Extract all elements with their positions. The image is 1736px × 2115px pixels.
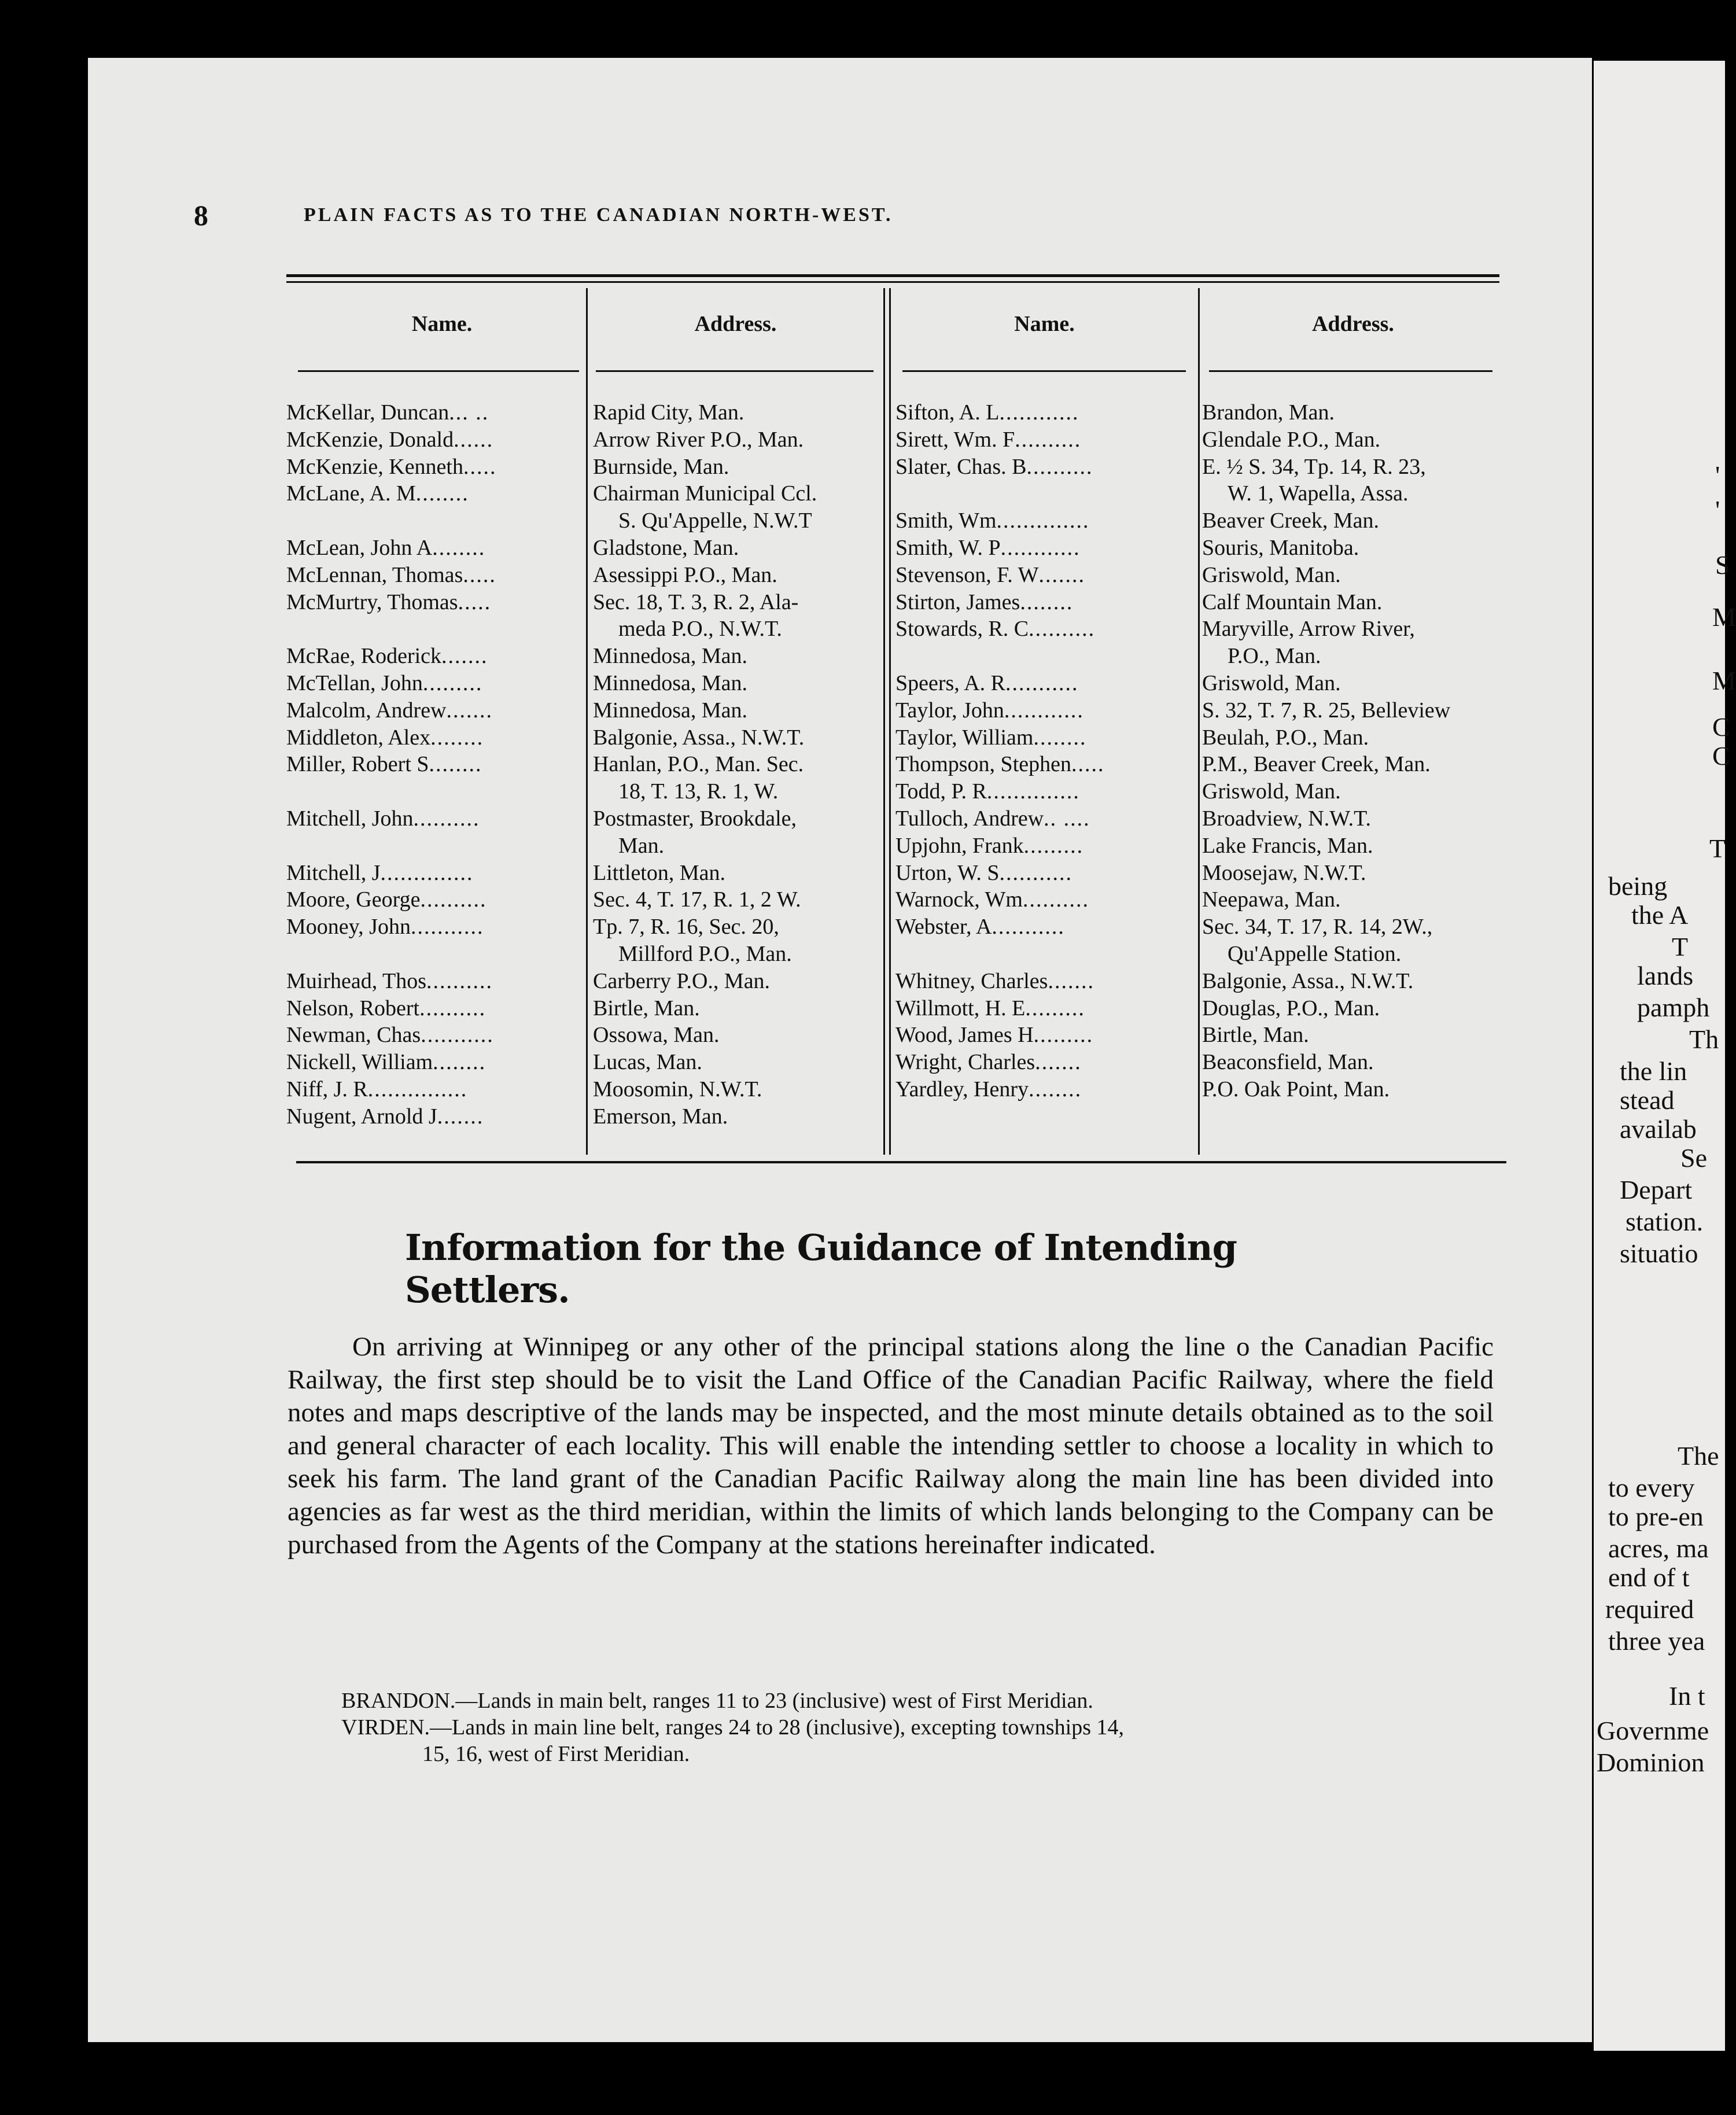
column-header-address: Address. xyxy=(694,312,777,336)
directory-name xyxy=(286,670,482,697)
person-name: Thompson, Stephen xyxy=(895,752,1071,777)
address-cell: Moosomin, N.W.T. xyxy=(593,1077,762,1101)
address-cell: Calf Mountain Man. xyxy=(1202,589,1383,614)
leader-dots: .............. xyxy=(986,779,1080,804)
header-underline xyxy=(596,370,873,372)
address-cell: Gladstone, Man. xyxy=(593,536,739,560)
adjacent-page-text: In t xyxy=(1669,1681,1705,1711)
person-name: Nickell, William xyxy=(286,1050,433,1075)
address-cell: Glendale P.O., Man. xyxy=(1202,427,1381,452)
leader-dots: ........... xyxy=(410,915,484,939)
person-name: Muirhead, Thos xyxy=(286,968,427,993)
person-name: Urton, W. S xyxy=(895,860,1000,885)
adjacent-page-text: Dominion xyxy=(1597,1748,1705,1777)
adjacent-page-text: T xyxy=(1709,834,1726,863)
directory-name xyxy=(895,616,1095,642)
person-name: McMurtry, Thomas xyxy=(286,589,458,614)
address-cell: Minnedosa, Man. xyxy=(593,698,748,723)
person-name: Warnock, Wm xyxy=(895,887,1023,912)
directory-name xyxy=(895,832,1083,859)
leader-dots: ........ xyxy=(1020,589,1074,614)
adjacent-page-text: required xyxy=(1605,1594,1694,1624)
address-cell: Lake Francis, Man. xyxy=(1202,833,1373,858)
leader-dots: .. .... xyxy=(1044,806,1090,831)
directory-name xyxy=(895,562,1085,588)
person-name: Smith, W. P xyxy=(895,536,1001,560)
adjacent-page-text: The xyxy=(1678,1441,1719,1471)
directory-name xyxy=(895,535,1081,561)
leader-dots: ........ xyxy=(1029,1077,1082,1101)
directory-name xyxy=(895,751,1104,778)
leader-dots: ....... xyxy=(1038,562,1085,587)
person-name: McLane, A. M xyxy=(286,481,416,506)
leader-dots: ......... xyxy=(1023,833,1084,858)
leader-dots: ...... xyxy=(454,427,494,452)
leader-dots: ......... xyxy=(1033,1023,1094,1048)
header-underline xyxy=(298,370,579,372)
person-name: McLennan, Thomas xyxy=(286,562,463,587)
adjacent-page-text: availab xyxy=(1620,1114,1697,1144)
person-name: McKenzie, Kenneth xyxy=(286,454,463,479)
adjacent-page-text: situatio xyxy=(1620,1239,1698,1268)
adjacent-page-text: M xyxy=(1712,602,1736,632)
adjacent-page-text: M xyxy=(1712,666,1736,695)
person-name: McLean, John A xyxy=(286,536,433,560)
leader-dots: ..... xyxy=(463,454,497,479)
table-bottom-rule xyxy=(296,1161,1506,1163)
leader-dots: ......... xyxy=(1025,996,1085,1020)
address-cell: Balgonie, Assa., N.W.T. xyxy=(1202,968,1414,993)
directory-name xyxy=(286,1049,486,1075)
leader-dots: .......... xyxy=(1022,887,1089,912)
directory-name xyxy=(286,968,493,994)
page-number: 8 xyxy=(194,199,208,231)
leader-dots: ....... xyxy=(441,644,488,669)
person-name: Stirton, James xyxy=(895,589,1020,614)
address-cell: Ossowa, Man. xyxy=(593,1023,720,1048)
person-name: McKellar, Duncan xyxy=(286,400,449,425)
leader-dots: ....... xyxy=(437,1104,484,1129)
leader-dots: ....... xyxy=(446,698,493,723)
person-name: Newman, Chas xyxy=(286,1023,421,1048)
leader-dots: ............ xyxy=(999,400,1079,425)
address-cell: Rapid City, Man. xyxy=(593,400,744,425)
address-cell: Qu'Appelle Station. xyxy=(1228,942,1402,966)
running-header xyxy=(194,141,1508,231)
directory-name xyxy=(895,426,1081,453)
adjacent-page-text: pamph xyxy=(1637,993,1710,1022)
address-cell: P.M., Beaver Creek, Man. xyxy=(1202,752,1431,777)
leader-dots: ............ xyxy=(1004,698,1084,723)
adjacent-page-text: end of t xyxy=(1608,1563,1690,1592)
directory-name xyxy=(895,670,1079,697)
column-divider xyxy=(883,288,885,1155)
adjacent-page-text: Se xyxy=(1680,1143,1707,1173)
leader-dots: .......... xyxy=(426,968,493,993)
directory-name xyxy=(286,535,485,561)
address-cell: P.O., Man. xyxy=(1228,644,1321,669)
directory-name xyxy=(895,1049,1082,1075)
header-underline xyxy=(1209,370,1492,372)
person-name: Taylor, William xyxy=(895,725,1034,750)
person-name: Wright, Charles xyxy=(895,1050,1035,1075)
directory-name xyxy=(895,1022,1093,1048)
address-cell: Birtle, Man. xyxy=(1202,1023,1309,1048)
leader-dots: ..... xyxy=(463,562,496,587)
person-name: Mitchell, J xyxy=(286,860,381,885)
leader-dots: .............. xyxy=(996,509,1090,533)
column-header-address: Address. xyxy=(1312,312,1394,336)
person-name: Taylor, John xyxy=(895,698,1004,723)
address-cell: Balgonie, Assa., N.W.T. xyxy=(593,725,805,750)
person-name: Niff, J. R xyxy=(286,1077,368,1101)
adjacent-page-text: three yea xyxy=(1608,1626,1705,1656)
directory-name xyxy=(286,1103,484,1130)
address-cell: Beaconsfield, Man. xyxy=(1202,1050,1374,1075)
adjacent-page-text: ' xyxy=(1715,460,1720,490)
leader-dots: ........ xyxy=(430,725,484,750)
person-name: Nelson, Robert xyxy=(286,996,420,1020)
directory-name xyxy=(286,886,486,913)
leader-dots: ........... xyxy=(1005,671,1079,695)
directory-name xyxy=(895,913,1065,940)
address-cell: Moosejaw, N.W.T. xyxy=(1202,860,1366,885)
adjacent-page-text: T xyxy=(1672,932,1689,961)
person-name: Webster, A xyxy=(895,915,992,939)
adjacent-page-text: to pre-en xyxy=(1608,1502,1704,1531)
directory-name xyxy=(895,778,1080,805)
directory-name xyxy=(286,454,497,480)
leader-dots: .......... xyxy=(1026,454,1093,479)
header-rule xyxy=(286,274,1499,277)
leader-dots: ........ xyxy=(415,481,469,506)
address-cell: Emerson, Man. xyxy=(593,1104,728,1129)
adjacent-page-text: S xyxy=(1715,550,1730,580)
person-name: Wood, James H xyxy=(895,1023,1034,1048)
adjacent-page-text: Depart xyxy=(1620,1175,1693,1204)
address-cell: Griswold, Man. xyxy=(1202,562,1341,587)
address-cell: Neepawa, Man. xyxy=(1202,887,1341,912)
person-name: Mooney, John xyxy=(286,915,411,939)
leader-dots: ..... xyxy=(1071,752,1105,777)
leader-dots: .......... xyxy=(1029,617,1096,642)
directory-name xyxy=(895,697,1084,724)
leader-dots: .............. xyxy=(380,860,474,885)
directory-name xyxy=(286,751,482,778)
person-name: McKenzie, Donald xyxy=(286,427,454,452)
address-cell: W. 1, Wapella, Assa. xyxy=(1228,481,1409,506)
leader-dots: ... .. xyxy=(449,400,489,425)
body-paragraph: On arriving at Winnipeg or any other of the principal stations along the line o the Canadian Pacific Railway, the first step should be to visit the Land Office of the Canadian Pacific Railway, where the field notes and maps descriptive of the lands may be inspected, and the most minute details obtained as to the soil and general character of each locality. This will enable the intending settler to choose a locality in which to seek his farm. The land grant of the Canadian Pacific Railway along the main line has been divided into agencies as far west as the third meridian, within the limits of which lands belonging to the Company can be purchased from the Agents of the Company at the stations hereinafter indicated. xyxy=(288,1332,1494,1560)
address-cell: Maryville, Arrow River, xyxy=(1202,617,1415,642)
directory-name xyxy=(286,913,484,940)
person-name: Stevenson, F. W xyxy=(895,562,1039,587)
person-name: Upjohn, Frank xyxy=(895,833,1024,858)
adjacent-page-text: Governme xyxy=(1597,1716,1709,1745)
address-cell: Lucas, Man. xyxy=(593,1050,702,1075)
leader-dots: ........ xyxy=(433,1050,486,1075)
address-cell: S. 32, T. 7, R. 25, Belleview xyxy=(1202,698,1451,723)
directory-name xyxy=(895,860,1072,886)
directory-name xyxy=(286,589,491,616)
adjacent-page-text: the A xyxy=(1631,900,1689,930)
address-cell: Douglas, P.O., Man. xyxy=(1202,996,1380,1020)
person-name: Smith, Wm xyxy=(895,509,997,533)
adjacent-page-text: to every xyxy=(1608,1473,1695,1502)
directory-name xyxy=(895,805,1090,832)
address-cell: Man. xyxy=(618,833,665,858)
person-name: Middleton, Alex xyxy=(286,725,431,750)
directory-name xyxy=(895,399,1079,426)
person-name: Malcolm, Andrew xyxy=(286,698,447,723)
leader-dots: .......... xyxy=(419,996,486,1020)
address-cell: Broadview, N.W.T. xyxy=(1202,806,1371,831)
adjacent-page-text: being xyxy=(1608,871,1668,901)
leader-dots: .......... xyxy=(413,806,480,831)
directory-name xyxy=(286,697,493,724)
leader-dots: ........ xyxy=(429,752,482,777)
directory-name xyxy=(286,860,474,886)
address-cell: Sec. 18, T. 3, R. 2, Ala- xyxy=(593,589,799,614)
person-name: McTellan, John xyxy=(286,671,423,695)
person-name: Tulloch, Andrew xyxy=(895,806,1044,831)
agency-line: VIRDEN.—Lands in main line belt, ranges 24 to 28 (inclusive), excepting townships 14, xyxy=(341,1715,1124,1740)
column-divider xyxy=(1198,288,1200,1155)
leader-dots: ........ xyxy=(432,536,486,560)
address-cell: Asessippi P.O., Man. xyxy=(593,562,777,587)
adjacent-page-text: lands xyxy=(1637,961,1694,990)
directory-name xyxy=(895,995,1085,1022)
address-cell: Griswold, Man. xyxy=(1202,779,1341,804)
directory-name xyxy=(286,426,493,453)
address-cell: Brandon, Man. xyxy=(1202,400,1335,425)
header-underline xyxy=(902,370,1186,372)
agency-line: 15, 16, west of First Meridian. xyxy=(422,1742,690,1766)
address-cell: Sec. 4, T. 17, R. 1, 2 W. xyxy=(593,887,801,912)
leader-dots: ........... xyxy=(999,860,1072,885)
directory-name xyxy=(895,1076,1082,1103)
address-cell: Beulah, P.O., Man. xyxy=(1202,725,1369,750)
person-name: Slater, Chas. B xyxy=(895,454,1027,479)
header-rule-thin xyxy=(286,281,1499,283)
person-name: Willmott, H. E xyxy=(895,996,1026,1020)
address-cell: meda P.O., N.W.T. xyxy=(618,617,782,642)
address-cell: Chairman Municipal Ccl. xyxy=(593,481,817,506)
agency-line: BRANDON.—Lands in main belt, ranges 11 to 23 (inclusive) west of First Meridian. xyxy=(341,1689,1093,1713)
address-cell: 18, T. 13, R. 1, W. xyxy=(618,779,779,804)
person-name: Whitney, Charles xyxy=(895,968,1048,993)
adjacent-page-text: C xyxy=(1712,712,1730,742)
running-title: PLAIN FACTS AS TO THE CANADIAN NORTH-WEST. xyxy=(304,204,893,226)
address-cell: Sec. 34, T. 17, R. 14, 2W., xyxy=(1202,915,1433,939)
adjacent-page-text: stead xyxy=(1620,1085,1675,1115)
directory-name xyxy=(286,399,489,426)
directory-name xyxy=(286,562,496,588)
column-divider xyxy=(889,288,891,1155)
address-cell: Souris, Manitoba. xyxy=(1202,536,1359,560)
address-cell: Griswold, Man. xyxy=(1202,671,1341,695)
address-cell: Carberry P.O., Man. xyxy=(593,968,771,993)
directory-name xyxy=(895,454,1093,480)
directory-name xyxy=(286,724,484,751)
address-cell: Minnedosa, Man. xyxy=(593,671,748,695)
directory-name xyxy=(286,643,488,669)
adjacent-page-text: the lin xyxy=(1620,1056,1687,1086)
leader-dots: ........ xyxy=(1033,725,1087,750)
address-cell: Littleton, Man. xyxy=(593,860,726,885)
address-cell: S. Qu'Appelle, N.W.T xyxy=(618,509,812,533)
person-name: Sirett, Wm. F xyxy=(895,427,1015,452)
column-divider xyxy=(586,288,588,1155)
person-name: Speers, A. R xyxy=(895,671,1005,695)
column-header-name: Name. xyxy=(1014,312,1075,336)
person-name: Miller, Robert S xyxy=(286,752,429,777)
adjacent-page-text: station. xyxy=(1626,1207,1704,1236)
person-name: Mitchell, John xyxy=(286,806,414,831)
address-cell: Beaver Creek, Man. xyxy=(1202,509,1379,533)
address-cell: Millford P.O., Man. xyxy=(618,942,792,966)
person-name: Sifton, A. L xyxy=(895,400,1000,425)
directory-name xyxy=(895,724,1086,751)
person-name: Todd, P. R xyxy=(895,779,987,804)
address-cell: Arrow River P.O., Man. xyxy=(593,427,804,452)
directory-name xyxy=(895,968,1094,994)
directory-name xyxy=(895,589,1073,616)
leader-dots: .......... xyxy=(1015,427,1082,452)
directory-name xyxy=(286,1076,467,1103)
address-cell: Birtle, Man. xyxy=(593,996,700,1020)
address-cell: Burnside, Man. xyxy=(593,454,729,479)
person-name: Stowards, R. C xyxy=(895,617,1029,642)
column-header-name: Name. xyxy=(411,312,473,336)
leader-dots: ..... xyxy=(458,589,492,614)
address-cell: Postmaster, Brookdale, xyxy=(593,806,797,831)
leader-dots: ....... xyxy=(1048,968,1094,993)
section-title: Information for the Guidance of Intending Settlers. xyxy=(405,1226,1237,1311)
directory-name xyxy=(895,507,1090,534)
directory-name xyxy=(286,1022,494,1048)
leader-dots: ....... xyxy=(1035,1050,1082,1075)
directory-name xyxy=(286,805,480,832)
leader-dots: ........... xyxy=(421,1023,494,1048)
directory-name xyxy=(286,480,469,507)
adjacent-page-text: Th xyxy=(1689,1025,1719,1054)
leader-dots: ......... xyxy=(422,671,483,695)
leader-dots: ............... xyxy=(367,1077,468,1101)
person-name: Moore, George xyxy=(286,887,421,912)
person-name: McRae, Roderick xyxy=(286,644,442,669)
address-cell: P.O. Oak Point, Man. xyxy=(1202,1077,1390,1101)
leader-dots: .......... xyxy=(420,887,487,912)
person-name: Nugent, Arnold J xyxy=(286,1104,437,1129)
adjacent-page-text: C xyxy=(1712,741,1730,771)
address-cell: Tp. 7, R. 16, Sec. 20, xyxy=(593,915,779,939)
adjacent-page-text: acres, ma xyxy=(1608,1534,1709,1563)
adjacent-page-text: ' xyxy=(1715,495,1720,525)
leader-dots: ............ xyxy=(1000,536,1081,560)
person-name: Yardley, Henry xyxy=(895,1077,1029,1101)
address-cell: E. ½ S. 34, Tp. 14, R. 23, xyxy=(1202,454,1426,479)
directory-name xyxy=(286,995,486,1022)
address-cell: Hanlan, P.O., Man. Sec. xyxy=(593,752,804,777)
directory-name xyxy=(895,886,1089,913)
address-cell: Minnedosa, Man. xyxy=(593,644,748,669)
leader-dots: ........... xyxy=(992,915,1065,939)
